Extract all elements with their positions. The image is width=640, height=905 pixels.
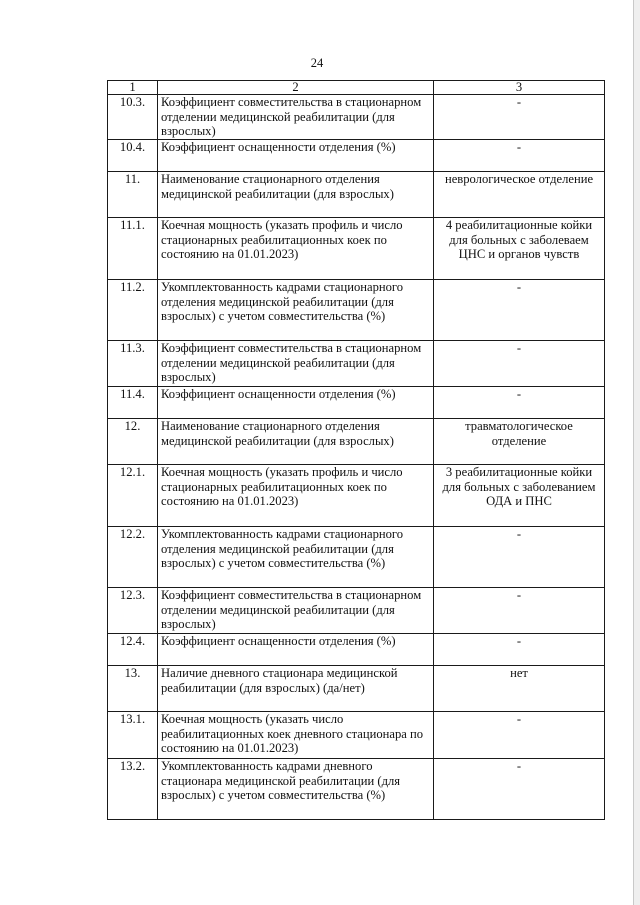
table-header-row <box>108 81 605 95</box>
row-number: 11. <box>108 172 158 218</box>
row-number: 11.3. <box>108 341 158 387</box>
row-number: 11.1. <box>108 218 158 280</box>
table-row <box>108 172 605 218</box>
row-indicator: Коэффициент оснащенности отделения (%) <box>158 140 434 172</box>
row-number: 10.4. <box>108 140 158 172</box>
row-number: 11.2. <box>108 280 158 341</box>
row-indicator: Коечная мощность (указать профиль и число стационарных реабилитационных коек по состоянию на 01.01.2023) <box>158 218 434 280</box>
row-indicator: Коэффициент оснащенности отделения (%) <box>158 387 434 419</box>
row-number: 12. <box>108 419 158 465</box>
header-col-3: 3 <box>434 81 605 95</box>
row-number: 12.4. <box>108 634 158 666</box>
row-value: - <box>434 387 605 419</box>
row-number: 10.3. <box>108 95 158 140</box>
row-indicator: Коечная мощность (указать число реабилитационных коек дневного стационара по состоянию на 01.01.2023) <box>158 712 434 759</box>
row-value: 3 реабилитационные койки для больных с заболеванием ОДА и ПНС <box>434 465 605 527</box>
row-indicator: Наличие дневного стационара медицинской реабилитации (для взрослых) (да/нет) <box>158 666 434 712</box>
row-value: нет <box>434 666 605 712</box>
row-number: 13. <box>108 666 158 712</box>
table-row <box>108 588 605 634</box>
table-row <box>108 419 605 465</box>
row-indicator: Укомплектованность кадрами стационарного отделения медицинской реабилитации (для взрослых) с учетом совместительства (%) <box>158 280 434 341</box>
table-row <box>108 387 605 419</box>
table-row <box>108 634 605 666</box>
row-number: 13.2. <box>108 759 158 820</box>
table-row <box>108 218 605 280</box>
row-indicator: Коэффициент совместительства в стационарном отделении медицинской реабилитации (для взрослых) <box>158 341 434 387</box>
row-value: 4 реабилитационные койки для больных с заболеваем ЦНС и органов чувств <box>434 218 605 280</box>
row-value: - <box>434 95 605 140</box>
table-row <box>108 527 605 588</box>
row-indicator: Укомплектованность кадрами дневного стационара медицинской реабилитации (для взрослых) с учетом совместительства (%) <box>158 759 434 820</box>
row-indicator: Коэффициент совместительства в стационарном отделении медицинской реабилитации (для взрослых) <box>158 95 434 140</box>
row-number: 11.4. <box>108 387 158 419</box>
row-indicator: Наименование стационарного отделения медицинской реабилитации (для взрослых) <box>158 419 434 465</box>
row-indicator: Наименование стационарного отделения медицинской реабилитации (для взрослых) <box>158 172 434 218</box>
table-row <box>108 759 605 820</box>
header-col-1: 1 <box>108 81 158 95</box>
table-row <box>108 465 605 527</box>
data-table <box>107 80 605 820</box>
row-indicator: Коечная мощность (указать профиль и число стационарных реабилитационных коек по состоянию на 01.01.2023) <box>158 465 434 527</box>
row-value: - <box>434 341 605 387</box>
row-indicator: Укомплектованность кадрами стационарного отделения медицинской реабилитации (для взрослых) с учетом совместительства (%) <box>158 527 434 588</box>
row-value: - <box>434 759 605 820</box>
row-number: 12.2. <box>108 527 158 588</box>
header-col-2: 2 <box>158 81 434 95</box>
row-indicator: Коэффициент совместительства в стационарном отделении медицинской реабилитации (для взрослых) <box>158 588 434 634</box>
table-row <box>108 95 605 140</box>
row-value: травматологическое отделение <box>434 419 605 465</box>
table-row <box>108 666 605 712</box>
row-number: 12.3. <box>108 588 158 634</box>
table-row <box>108 140 605 172</box>
row-value: - <box>434 712 605 759</box>
row-value: - <box>434 140 605 172</box>
row-number: 13.1. <box>108 712 158 759</box>
row-value: - <box>434 634 605 666</box>
row-value: неврологическое отделение <box>434 172 605 218</box>
viewer-background <box>634 0 640 905</box>
table-row <box>108 341 605 387</box>
page-number: 24 <box>310 56 324 70</box>
row-number: 12.1. <box>108 465 158 527</box>
table-row <box>108 280 605 341</box>
row-value: - <box>434 527 605 588</box>
row-value: - <box>434 588 605 634</box>
table-row <box>108 712 605 759</box>
row-indicator: Коэффициент оснащенности отделения (%) <box>158 634 434 666</box>
row-value: - <box>434 280 605 341</box>
